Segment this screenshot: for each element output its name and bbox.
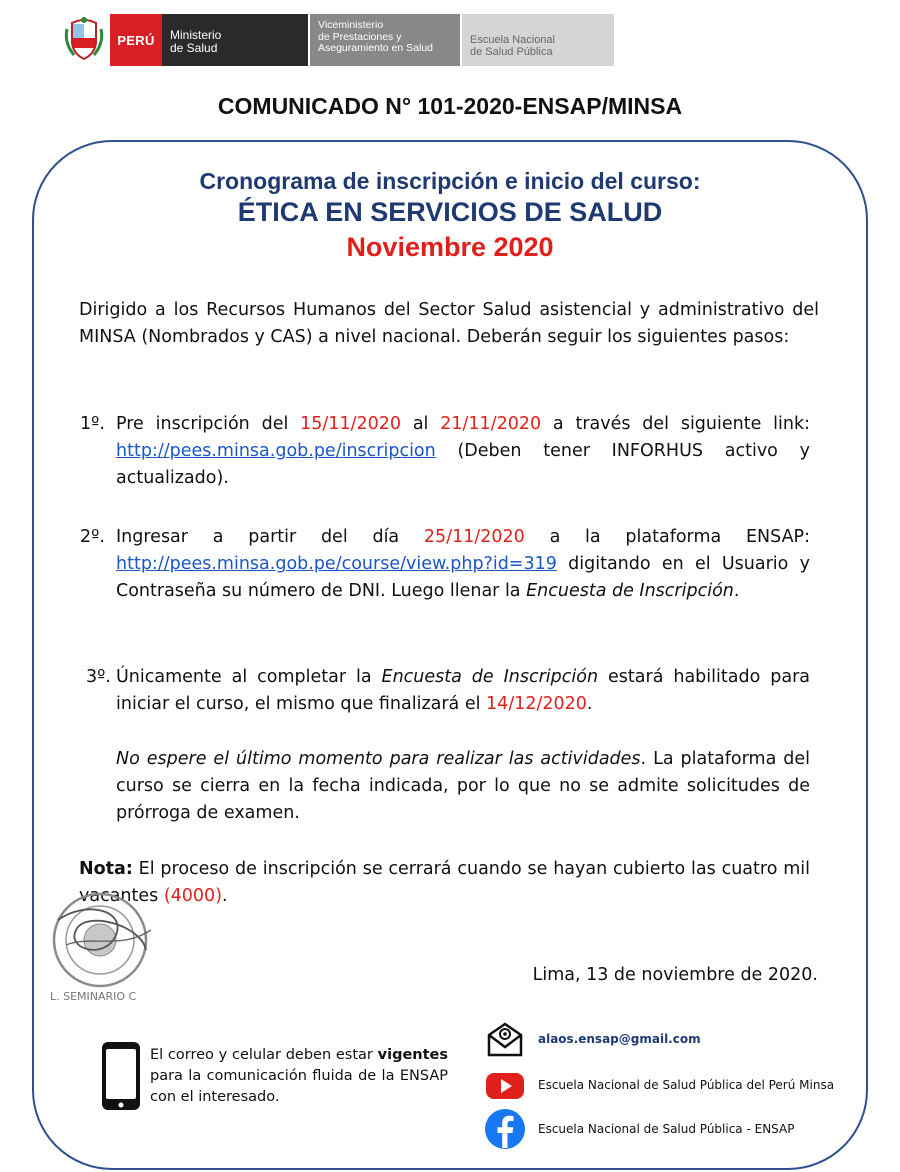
peru-logo: PERÚ	[110, 14, 162, 66]
step-2-text: Ingresar a partir del día	[116, 527, 424, 547]
step-3-number: 3º.	[86, 667, 111, 687]
viceministerio-logo	[310, 14, 460, 66]
document-title: COMUNICADO N° 101-2020-ENSAP/MINSA	[217, 93, 683, 119]
step-2-text: digitando en el Usuario y Contraseña su número de DNI. Luego llenar la	[116, 554, 810, 601]
step-1-text: al	[401, 414, 441, 434]
ministerio-logo	[162, 14, 308, 66]
note-paragraph	[79, 856, 810, 910]
step-2	[80, 524, 810, 605]
step-1-text: (Deben tener INFORHUS activo y actualizado).	[116, 441, 810, 488]
seal-signature-text: L. SEMINARIO C	[50, 990, 137, 1003]
vice-line1: Viceministerio	[318, 19, 384, 31]
content-frame	[32, 140, 868, 1170]
note-text: El proceso de inscripción se cerrará cuando se hayan cubierto las cuatro mil vacantes	[79, 859, 810, 906]
course-end-date: 14/12/2020	[486, 694, 587, 714]
step-1-text: Pre inscripción del	[116, 414, 301, 434]
platform-start-date: 25/11/2020	[423, 527, 525, 547]
step-1-text: a través del siguiente link:	[541, 414, 811, 434]
escuela-line2: de Salud Pública	[470, 46, 553, 58]
foot-note-bold: vigentes	[377, 1047, 448, 1063]
foot-note-text: para la comunicación fluida de la ENSAP con el interesado.	[150, 1068, 448, 1105]
pre-registration-end-date: 21/11/2020	[440, 414, 542, 434]
survey-name: Encuesta de Inscripción	[381, 667, 599, 687]
coat-of-arms-icon	[62, 14, 106, 62]
escuela-line1: Escuela Nacional	[470, 34, 555, 46]
foot-note-text: El correo y celular deben estar	[150, 1047, 378, 1063]
note-text: .	[222, 886, 228, 906]
step-1-number: 1º.	[80, 414, 105, 434]
course-name: ÉTICA EN SERVICIOS DE SALUD	[237, 197, 663, 227]
step-2-number: 2º.	[80, 527, 105, 547]
youtube-contact[interactable]	[484, 1064, 834, 1106]
header-logos	[62, 14, 614, 66]
course-platform-link[interactable]: http://pees.minsa.gob.pe/course/view.php?id=319	[116, 554, 557, 574]
ministerio-line2: de Salud	[170, 41, 218, 55]
vice-line2: de Prestaciones y	[318, 30, 402, 43]
step-3-text: estará habilitado para iniciar el curso, el mismo que finalizará el	[116, 667, 810, 714]
envelope-icon	[484, 1018, 526, 1060]
pre-registration-start-date: 15/11/2020	[300, 414, 402, 434]
vice-line3: Aseguramiento en Salud	[318, 42, 433, 54]
email-contact[interactable]	[484, 1018, 701, 1060]
step-3-text: Únicamente al completar la	[116, 667, 382, 687]
intro-paragraph: Dirigido a los Recursos Humanos del Sector Salud asistencial y administrativo del MINSA (Nombrados y CAS) a nivel nacional. Deberán seguir los siguientes pasos:	[79, 300, 819, 347]
warning-text: . La plataforma del curso se cierra en la fecha indicada, por lo que no se admite solicitudes de prórroga de examen.	[116, 749, 810, 823]
facebook-contact[interactable]	[484, 1108, 794, 1150]
youtube-icon	[484, 1064, 526, 1106]
smartphone-icon	[100, 1040, 142, 1112]
schedule-heading: Cronograma de inscripción e inicio del curso:	[199, 168, 701, 194]
ministerio-line1: Ministerio	[170, 28, 222, 42]
note-label: Nota:	[79, 859, 133, 879]
step-3	[80, 664, 810, 718]
official-seal	[46, 890, 162, 1006]
facebook-page[interactable]: Escuela Nacional de Salud Pública - ENSAP	[538, 1122, 795, 1136]
signoff-date: Lima, 13 de noviembre de 2020.	[532, 965, 818, 985]
vacancy-count: (4000)	[163, 886, 223, 906]
registration-link[interactable]: http://pees.minsa.gob.pe/inscripcion	[116, 441, 436, 461]
step-2-text: .	[733, 581, 740, 601]
warning-italic: No espere el último momento para realizar las actividades	[116, 749, 641, 769]
facebook-icon	[484, 1108, 526, 1150]
survey-name: Encuesta de Inscripción	[526, 581, 734, 601]
deadline-warning	[116, 746, 810, 827]
step-2-text: a la plataforma ENSAP:	[524, 527, 810, 547]
email-address[interactable]: alaos.ensap@gmail.com	[538, 1032, 701, 1046]
step-3-text: .	[586, 694, 593, 714]
course-month: Noviembre 2020	[346, 232, 554, 262]
step-1	[80, 411, 810, 492]
contact-validity-note	[150, 1045, 448, 1108]
youtube-channel[interactable]: Escuela Nacional de Salud Pública del Perú Minsa	[538, 1078, 835, 1092]
escuela-logo	[462, 14, 614, 66]
